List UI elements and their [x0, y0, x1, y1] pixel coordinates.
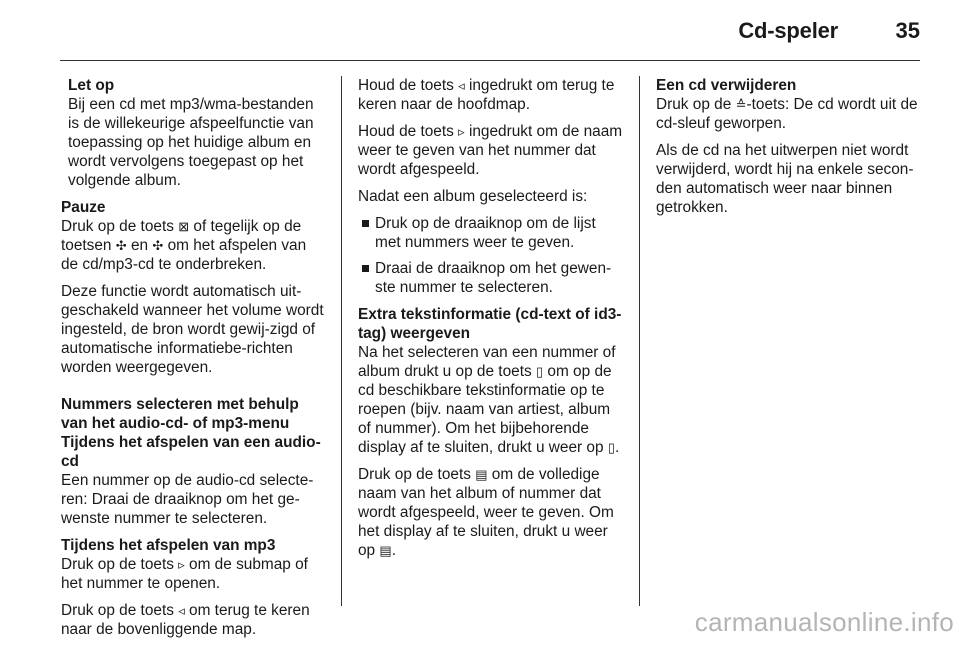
note-heading: Let op [68, 77, 115, 94]
after-album-text: Nadat een album geselecteerd is: [358, 188, 588, 205]
text-run: om terug te keren naar de bovenliggende map. [61, 602, 310, 638]
info-icon: ▯ [607, 440, 615, 455]
text-run: Houd de toets [358, 123, 454, 140]
page-number: 35 [895, 18, 920, 43]
watermark: carmanualsonline.info [694, 607, 954, 637]
eject-icon: ≙ [735, 97, 747, 112]
text-run: . [391, 542, 396, 559]
text-run: Druk op de toets [358, 466, 471, 483]
pause-heading: Pauze [61, 199, 106, 216]
mp3-paragraph [61, 555, 327, 593]
text-run: Na het selecteren van een nummer of album drukt u op de toets [358, 344, 616, 380]
menu-icon: ▤ [475, 467, 488, 482]
column-1 [61, 76, 327, 647]
eject-paragraph-2: Als de cd na het uitwerpen niet wordt verwijderd, wordt hij na enkele secon-den automatisch weer naar binnen getrokken. [656, 142, 914, 216]
left-arrow-icon: ◃ [458, 78, 465, 93]
column-divider [341, 76, 342, 606]
text-run: of tegelijk op de toetsen [61, 218, 302, 254]
menu-icon: ▤ [379, 543, 392, 558]
text-run: Druk op de toets [61, 602, 174, 619]
text-run: Druk op de toets [61, 556, 174, 573]
column-2 [358, 76, 624, 568]
info-icon: ▯ [535, 364, 544, 379]
audiocd-paragraph: Een nummer op de audio-cd selecte-ren: Draai de draaiknop om het ge-wenste nummer te selecteren. [61, 472, 314, 527]
right-arrow-icon: ▹ [458, 124, 465, 139]
left-arrow-icon: ◃ [178, 603, 185, 618]
text-run: -toets: De cd wordt uit de cd-sleuf geworpen. [656, 96, 918, 132]
text-run: om de submap of het nummer te openen. [61, 556, 308, 592]
text-run: . [614, 439, 620, 456]
page-header [0, 0, 960, 62]
hold-right-paragraph [358, 122, 624, 179]
text-run: ingedrukt om terug te keren naar de hoofdmap. [358, 77, 615, 113]
extra-paragraph [358, 343, 624, 457]
extra-heading: Extra tekstinformatie (cd-text of id3-tag) weergeven [358, 306, 622, 342]
eject-paragraph [656, 95, 922, 133]
seek-icon: ✣ [152, 238, 164, 253]
column-3 [656, 76, 922, 225]
text-run: ingedrukt om de naam weer te geven van het nummer dat wordt afgespeeld. [358, 123, 623, 178]
select-heading: Nummers selecteren met behulp van het audio-cd- of mp3-menu [61, 396, 299, 432]
list-item: Draai de draaiknop om het gewen-ste nummer te selecteren. [358, 259, 624, 297]
pause-paragraph [61, 217, 327, 274]
text-run: Houd de toets [358, 77, 454, 94]
note-box [61, 76, 327, 190]
bullet-list [358, 214, 624, 297]
back-paragraph [61, 601, 327, 639]
text-run: om het afspelen van de cd/mp3-cd te onderbreken. [61, 237, 307, 273]
hold-left-paragraph [358, 76, 624, 114]
text-run: en [130, 237, 149, 254]
text-run: om de volledige naam van het album of nummer dat wordt afgespeeld, weer te geven. Om het display af te sluiten, drukt u weer op [358, 466, 614, 559]
column-divider [639, 76, 640, 606]
audiocd-heading: Tijdens het afspelen van een audio-cd [61, 434, 321, 470]
mp3-heading: Tijdens het afspelen van mp3 [61, 537, 276, 554]
eject-heading: Een cd verwijderen [656, 77, 797, 94]
text-run: om op de cd beschikbare tekstinformatie op te roepen (bijv. naam van artiest, album of nummer). Om het bijbehorende display af te sluiten, drukt u weer op [358, 363, 612, 456]
right-arrow-icon: ▹ [178, 557, 185, 572]
page-title: Cd-speler [738, 18, 838, 43]
header-rule [60, 60, 920, 61]
full-name-paragraph [358, 465, 624, 560]
auto-paragraph: Deze functie wordt automatisch uit-geschakeld wanneer het volume wordt ingesteld, de bron wordt gewij-zigd of automatische informatiebe-richten worden weergegeven. [61, 283, 324, 376]
seek-icon: ✣ [115, 238, 127, 253]
list-item: Druk op de draaiknop om de lijst met nummers weer te geven. [358, 214, 624, 252]
text-run: Druk op de toets [61, 218, 174, 235]
mute-icon: ⊠ [178, 219, 190, 234]
note-text: Bij een cd met mp3/wma-bestanden is de willekeurige afspeelfunctie van toepassing op het huidige album en wordt vervolgens toegepast op het volgende album. [68, 96, 314, 189]
text-run: Druk op de [656, 96, 732, 113]
